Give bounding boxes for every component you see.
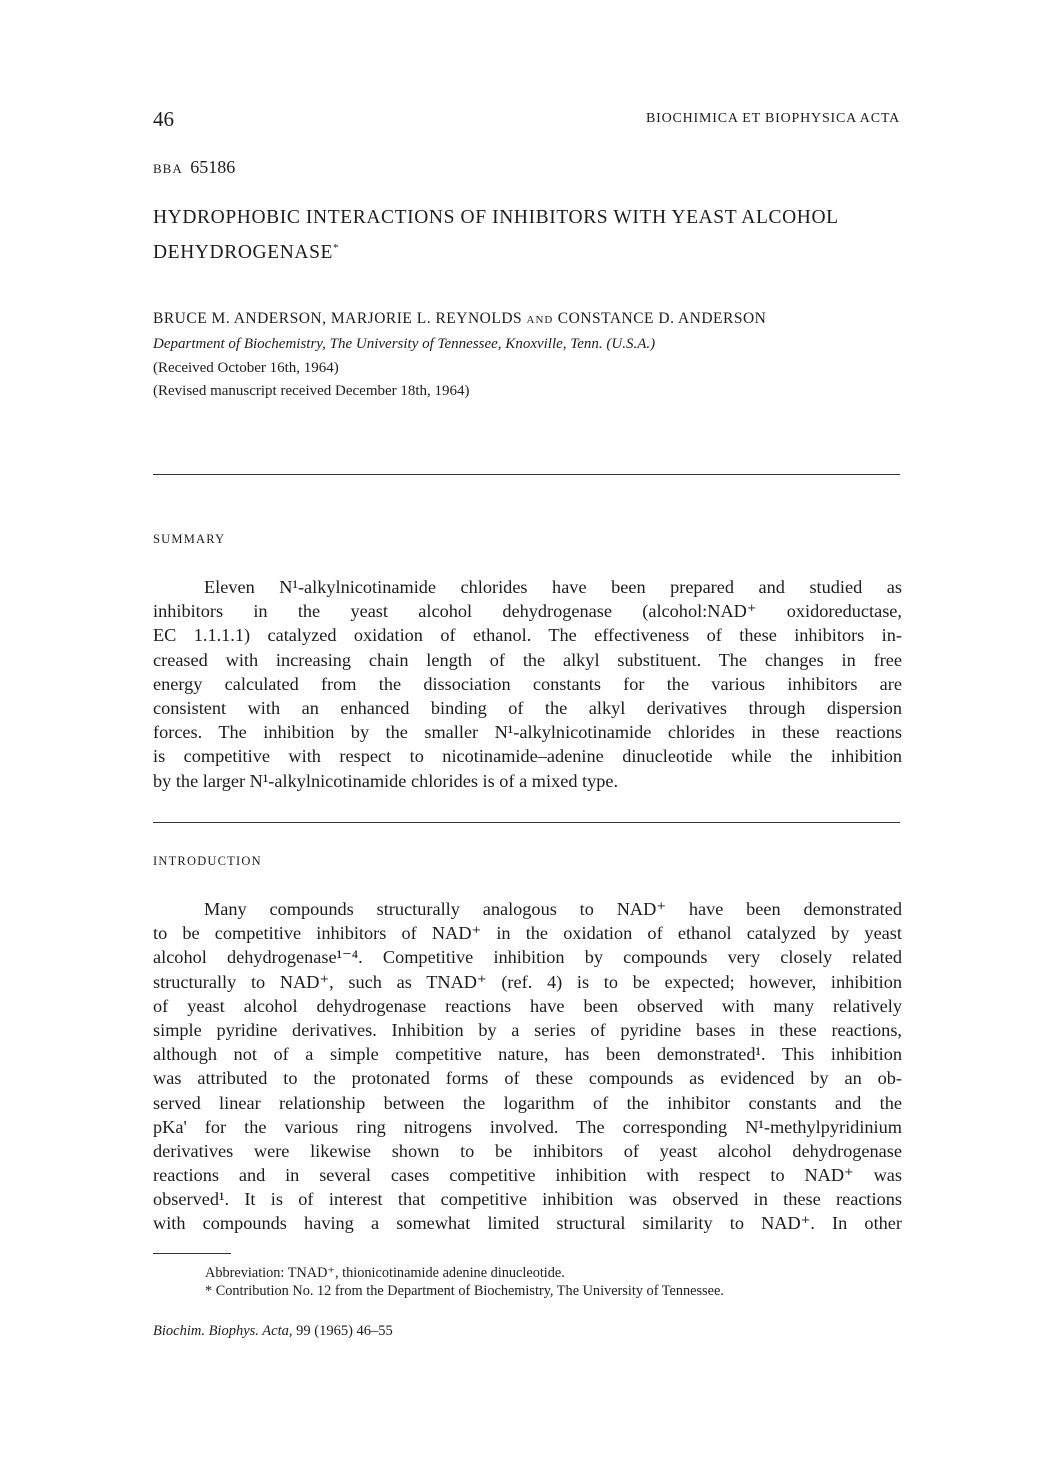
intro-line: simple pyridine derivatives. Inhibition by a series of pyridine bases in these reactions, bbox=[153, 1019, 902, 1040]
running-header-journal: BIOCHIMICA ET BIOPHYSICA ACTA bbox=[645, 111, 900, 126]
bba-code bbox=[153, 157, 235, 178]
authors bbox=[153, 310, 913, 328]
authors-part2: CONSTANCE D. ANDERSON bbox=[557, 310, 767, 327]
authors-conjunction: AND bbox=[526, 314, 554, 326]
summary-line: Eleven N¹-alkylnicotinamide chlorides have been prepared and studied as bbox=[204, 577, 902, 597]
affiliation: Department of Biochemistry, The University of Tennessee, Knoxville, Tenn. (U.S.A.) bbox=[153, 336, 656, 352]
intro-line: reactions and in several cases competitive inhibition with respect to NAD⁺ was bbox=[153, 1165, 902, 1186]
summary-line: is competitive with respect to nicotinamide–adenine dinucleotide while the inhibition bbox=[153, 746, 902, 767]
revised-date: (Revised manuscript received December 18th, 1964) bbox=[153, 383, 470, 399]
received-date: (Received October 16th, 1964) bbox=[153, 360, 339, 376]
intro-line: observed¹. It is of interest that competitive inhibition was observed in these reactions bbox=[153, 1189, 902, 1210]
intro-line: pKa' for the various ring nitrogens involved. The corresponding N¹-methylpyridinium bbox=[153, 1116, 902, 1137]
footnote-abbreviation: Abbreviation: TNAD⁺, thionicotinamide adenine dinucleotide. bbox=[205, 1265, 565, 1281]
divider-top bbox=[153, 474, 900, 475]
intro-line: with compounds having a somewhat limited structural similarity to NAD⁺. In other bbox=[153, 1213, 902, 1234]
summary-line: creased with increasing chain length of the alkyl substituent. The changes in free bbox=[153, 649, 902, 670]
summary-line: EC 1.1.1.1) catalyzed oxidation of ethanol. The effectiveness of these inhibitors in- bbox=[153, 625, 902, 646]
intro-line: of yeast alcohol dehydrogenase reactions have been observed with many relatively bbox=[153, 995, 902, 1016]
summary-paragraph bbox=[153, 575, 902, 793]
intro-line: was attributed to the protonated forms of these compounds as evidenced by an ob- bbox=[153, 1068, 902, 1089]
intro-line: alcohol dehydrogenase¹⁻⁴. Competitive inhibition by compounds very closely related bbox=[153, 947, 902, 968]
intro-line: served linear relationship between the logarithm of the inhibitor constants and the bbox=[153, 1092, 902, 1113]
summary-heading: SUMMARY bbox=[153, 532, 226, 546]
intro-line: although not of a simple competitive nature, has been demonstrated¹. This inhibition bbox=[153, 1044, 902, 1065]
intro-line: derivatives were likewise shown to be inhibitors of yeast alcohol dehydrogenase bbox=[153, 1140, 902, 1161]
bba-number: 65186 bbox=[190, 157, 236, 177]
authors-part1: BRUCE M. ANDERSON, MARJORIE L. REYNOLDS bbox=[153, 310, 523, 327]
summary-line: forces. The inhibition by the smaller N¹-alkylnicotinamide chlorides in these reactions bbox=[153, 722, 902, 743]
summary-line: by the larger N¹-alkylnicotinamide chlorides is of a mixed type. bbox=[153, 770, 619, 791]
intro-line: to be competitive inhibitors of NAD⁺ in the oxidation of ethanol catalyzed by yeast bbox=[153, 923, 902, 944]
journal-citation bbox=[153, 1323, 393, 1340]
divider-bottom bbox=[153, 822, 900, 823]
page-number: 46 bbox=[153, 107, 174, 131]
introduction-paragraph bbox=[153, 897, 902, 1236]
summary-line: energy calculated from the dissociation constants for the various inhibitors are bbox=[153, 673, 902, 694]
article-title bbox=[153, 203, 913, 268]
summary-line: consistent with an enhanced binding of the alkyl derivatives through dispersion bbox=[153, 697, 902, 718]
intro-line: Many compounds structurally analogous to NAD⁺ have been demonstrated bbox=[204, 899, 902, 919]
bba-prefix: BBA bbox=[153, 161, 183, 176]
citation-details: 99 (1965) 46–55 bbox=[296, 1323, 393, 1339]
footnote-contribution: * Contribution No. 12 from the Department of Biochemistry, The University of Tennessee. bbox=[205, 1283, 724, 1299]
title-footnote-mark: * bbox=[333, 242, 340, 254]
footnote-rule bbox=[153, 1253, 231, 1254]
introduction-heading: INTRODUCTION bbox=[153, 854, 262, 868]
citation-journal: Biochim. Biophys. Acta, bbox=[153, 1323, 293, 1339]
summary-line: inhibitors in the yeast alcohol dehydrogenase (alcohol:NAD⁺ oxidoreductase, bbox=[153, 601, 902, 622]
intro-line: structurally to NAD⁺, such as TNAD⁺ (ref. 4) is to be expected; however, inhibition bbox=[153, 971, 902, 992]
article-title-text: HYDROPHOBIC INTERACTIONS OF INHIBITORS WITH YEAST ALCOHOL DEHYDROGENASE bbox=[153, 207, 838, 263]
